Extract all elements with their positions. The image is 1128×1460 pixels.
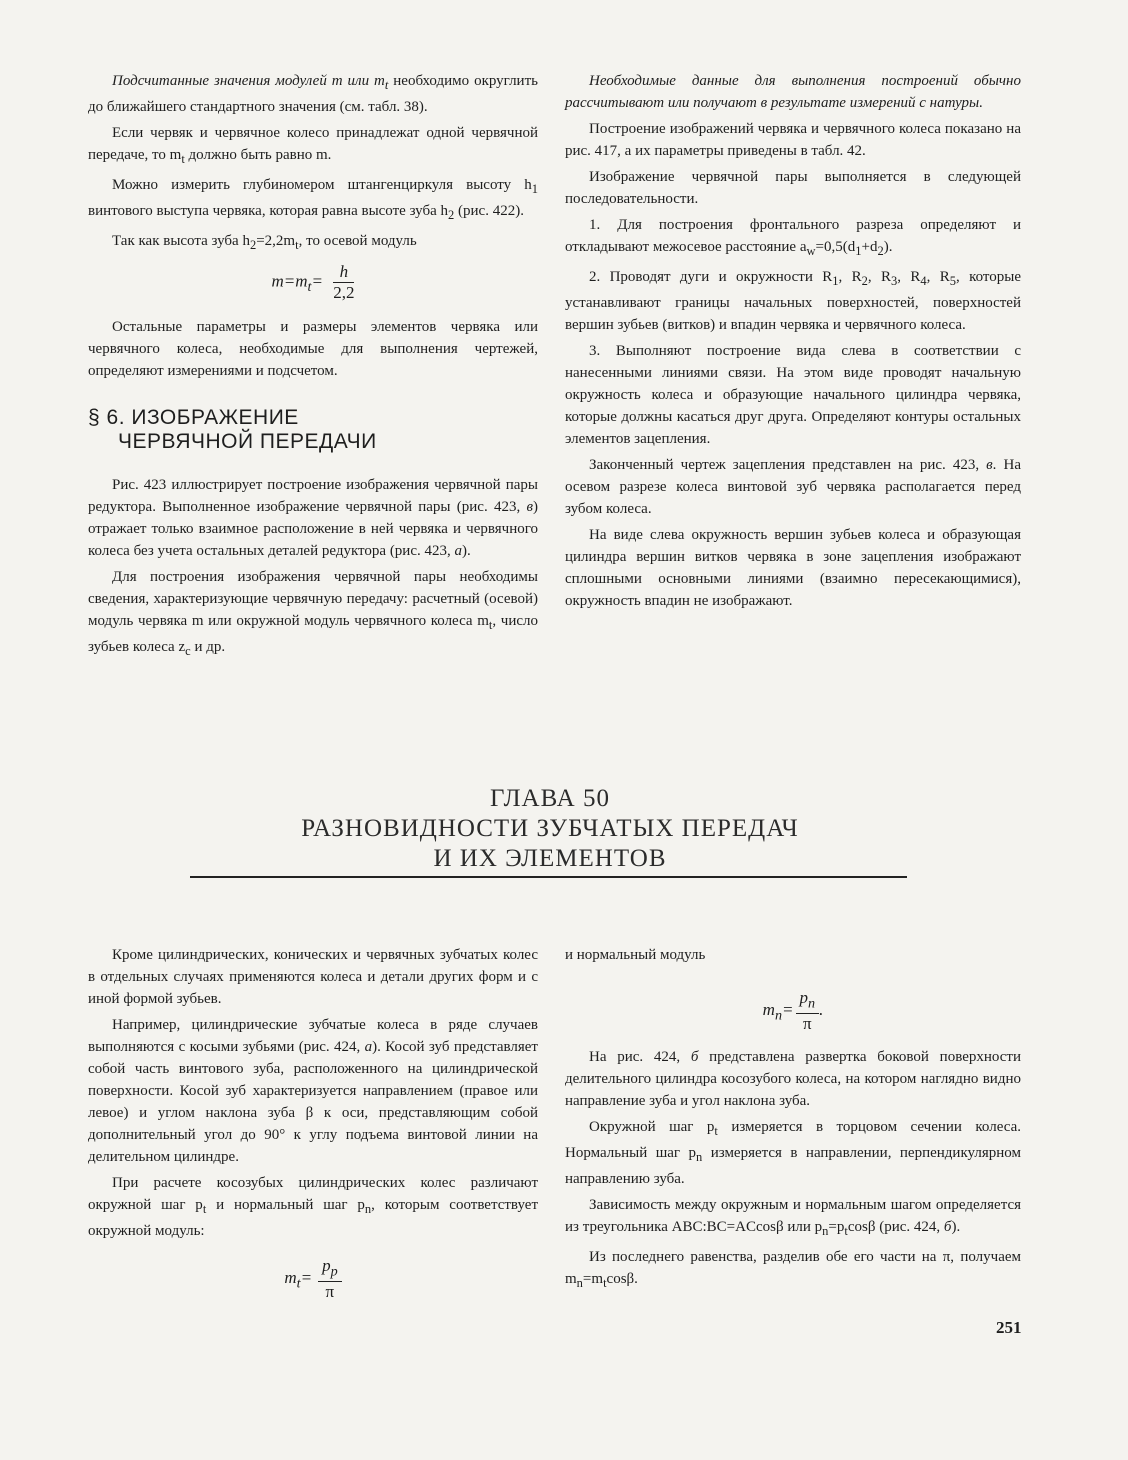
paragraph: Например, цилиндрические зубчатые колеса в ряде случаев выполняются с косыми зубьями (рис. 424, а). Косой зуб представляет собой часть винтового зуба, расположенного на цилиндрической поверхности. Косой зуб характеризуется направлением (правое или левое) и углом наклона зуба β к оси, представляющим собой дополнительный угол до 90° к углу подъема винтовой линии на делительном цилиндре. (88, 1017, 538, 1165)
paragraph: 3. Выполняют построение вида слева в соответствии с нанесенными линиями связи. На этом виде проводят начальную окружность колеса и образующие начального цилиндра червяка, которые должны касаться друг друга. Определяют контуры остальных элементов зацепления. (565, 343, 1021, 447)
paragraph: На рис. 424, б представлена развертка боковой поверхности делительного цилиндра косозубого колеса, на котором наглядно видно направление зуба и угол наклона зуба. (565, 1049, 1021, 1109)
paragraph: При расчете косозубых цилиндрических колес различают окружной шаг $p_t$ и нормальный шаг $p_n$, которым соответствует окружной модуль: (88, 1175, 539, 1239)
paragraph: 1. Для построения фронтального разреза определяют и откладывают межосевое расстояние $a_w=0,5(d_1+d_2)$. (565, 217, 1021, 258)
formula-normal-module: $m_n=$ $\frac{p_n}{\pi}$ . (762, 988, 824, 1034)
paragraph: Законченный чертеж зацепления представлен на рис. 423, в. На осевом разрезе колеса винтовой зуб червяка располагается перед зубом колеса. (565, 457, 1021, 517)
paragraph: Для построения изображения червячной пары необходимы сведения, характеризующие червячную передачу: расчетный (осевой) модуль червяка m или окружной модуль червячного колеса $m_t$, число зубьев колеса $z_c$ и др. (88, 569, 538, 658)
paragraph: Построение изображений червяка и червячного колеса показано на рис. 417, а их параметры приведены в табл. 42. (565, 121, 1021, 159)
left-column-top (88, 70, 538, 666)
page-number: 251 (996, 1318, 1022, 1337)
paragraph: Окружной шаг $p_t$ измеряется в торцовом сечении колеса. Нормальный шаг $p_n$ измеряется в направлении, перпендикулярном направлению зуба. (565, 1119, 1021, 1187)
paragraph: Рис. 423 иллюстрирует построение изображения червячной пары редуктора. Выполненное изображение червячной пары (рис. 423, в) отражает только взаимное расположение в ней червяка и червячного колеса без учета остальных деталей редуктора (рис. 423, а). (88, 477, 538, 559)
paragraph: Так как высота зуба $h_2=2,2m_t$, то осевой модуль (112, 233, 417, 252)
chapter-number: ГЛАВА 50 (490, 785, 610, 812)
chapter-divider (190, 876, 907, 878)
paragraph: Если червяк и червячное колесо принадлежат одной червячной передаче, то $m_t$ должно быть равно m. (88, 125, 538, 166)
paragraph: Подсчитанные значения модулей m или $m_t$ необходимо округлить до ближайшего стандартного значения (см. табл. 38). (88, 73, 538, 115)
paragraph: На виде слева окружность вершин зубьев колеса и образующая цилиндра вершин витков червяка в зоне зацепления изображают сплошными основными линиями (взаимно пересекающимися), окружность впадин не изображают. (565, 527, 1021, 609)
paragraph: 2. Проводят дуги и окружности $R_1$, $R_2$, $R_3$, $R_4$, $R_5$, которые устанавливают границы начальных поверхностей, поверхностей вершин зубьев (витков) и впадин червяка и червячного колеса. (565, 269, 1022, 333)
paragraph: Из последнего равенства, разделив обе его части на π, получаем $m_n=m_t\cos\beta$. (565, 1249, 1021, 1290)
paragraph: Необходимые данные для выполнения построений обычно рассчитывают или получают в результате измерений с натуры. (565, 73, 1021, 111)
chapter-title-line2: И ИХ ЭЛЕМЕНТОВ (433, 845, 667, 872)
right-column-top (565, 70, 1021, 616)
formula-axial-module: $m=m_t=$ $\frac{h}{2,2}$ (271, 262, 355, 302)
paragraph: Остальные параметры и размеры элементов червяка или червячного колеса, необходимые для выполнения чертежей, определяют измерениями и подсчетом. (88, 319, 538, 379)
paragraph: и нормальный модуль (565, 947, 706, 963)
chapter-heading (190, 784, 910, 874)
left-column-bottom (88, 944, 538, 1310)
right-column-bottom (565, 944, 1021, 1298)
formula-transverse-module: $m_t=$ $\frac{p_p}{\pi}$ (88, 1256, 538, 1300)
paragraph: Кроме цилиндрических, конических и червячных зубчатых колес в отдельных случаях применяются колеса и детали других форм и с иной формой зубьев. (88, 947, 538, 1007)
chapter-title-line1: РАЗНОВИДНОСТИ ЗУБЧАТЫХ ПЕРЕДАЧ (301, 815, 799, 842)
paragraph: Можно измерить глубиномером штангенциркуля высоту $h_1$ винтового выступа червяка, которая равна высоте зуба $h_2$ (рис. 422). (88, 177, 538, 222)
section-heading: § 6. ИЗОБРАЖЕНИЕ ЧЕРВЯЧНОЙ ПЕРЕДАЧИ (88, 406, 377, 453)
paragraph: Изображение червячной пары выполняется в следующей последовательности. (565, 169, 1021, 207)
paragraph: Зависимость между окружным и нормальным шагом определяется из треугольника ABC:BC=ACcosβ или $p_n=p_t\cos\beta$ (рис. 424, б). (565, 1197, 1021, 1238)
